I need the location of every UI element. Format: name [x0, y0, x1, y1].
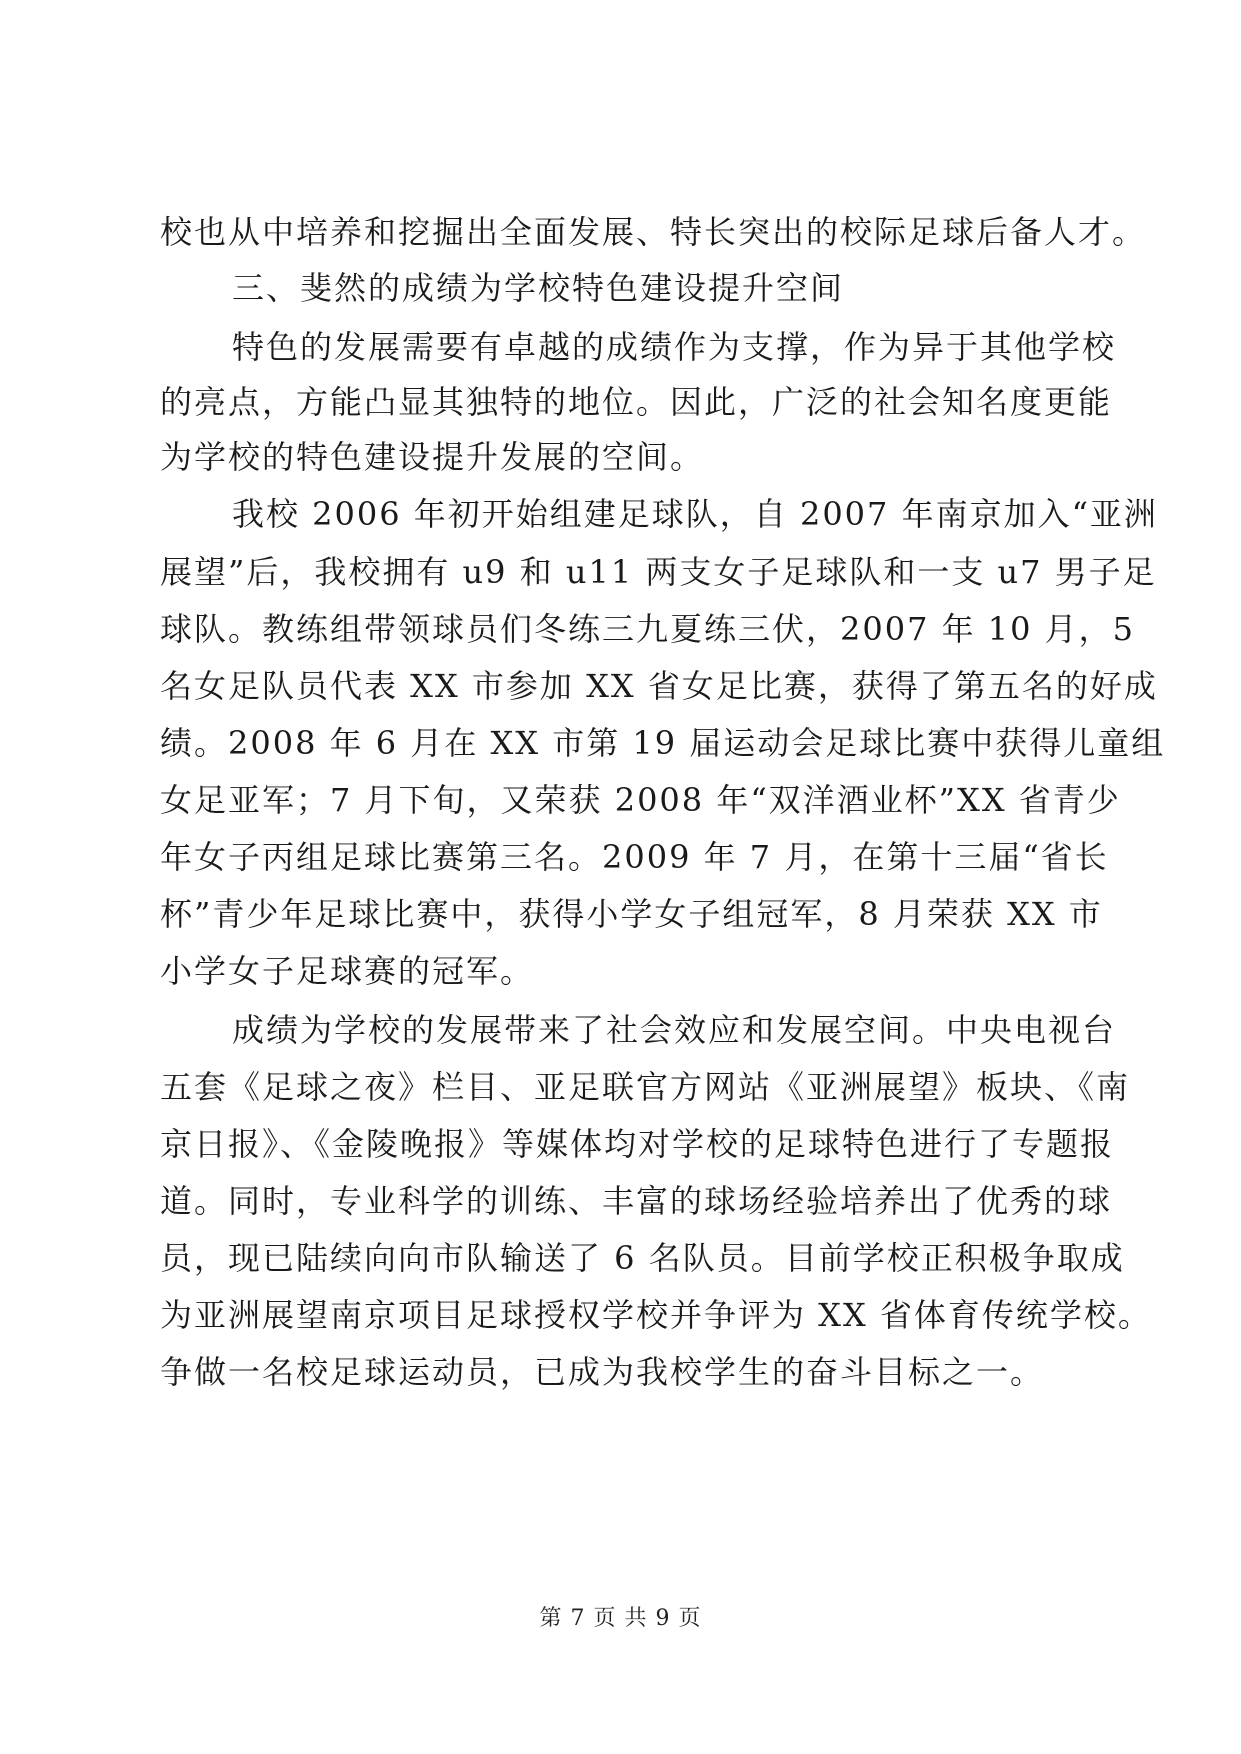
text-line: 我校 2006 年初开始组建足球队，自 2007 年南京加入“亚洲 [232, 495, 1158, 533]
text-line: 名女足队员代表 XX 市参加 XX 省女足比赛，获得了第五名的好成 [160, 667, 1158, 705]
text-line: 校也从中培养和挖掘出全面发展、特长突出的校际足球后备人才。 [160, 213, 1147, 251]
text-line: 五套《足球之夜》栏目、亚足联官方网站《亚洲展望》板块、《南 [160, 1068, 1131, 1106]
text-line: 杯”青少年足球比赛中，获得小学女子组冠军，8 月荣获 XX 市 [160, 895, 1103, 933]
text-line: 为学校的特色建设提升发展的空间。 [160, 438, 705, 476]
text-line: 为亚洲展望南京项目足球授权学校并争评为 XX 省体育传统学校。 [160, 1296, 1152, 1334]
text-line: 京日报》、《金陵晚报》等媒体均对学校的足球特色进行了专题报 [160, 1125, 1115, 1163]
text-line: 绩。2008 年 6 月在 XX 市第 19 届运动会足球比赛中获得儿童组 [160, 724, 1166, 762]
text-line: 小学女子足球赛的冠军。 [160, 952, 535, 990]
text-line: 女足亚军；7 月下旬，又荣获 2008 年“双洋酒业杯”XX 省青少 [160, 781, 1121, 819]
text-line: 展望”后，我校拥有 u9 和 u11 两支女子足球队和一支 u7 男子足 [160, 553, 1157, 591]
section-heading: 三、斐然的成绩为学校特色建设提升空间 [232, 269, 845, 307]
text-line: 员，现已陆续向向市队输送了 6 名队员。目前学校正积极争取成 [160, 1239, 1125, 1277]
text-line: 争做一名校足球运动员，已成为我校学生的奋斗目标之一。 [160, 1353, 1045, 1391]
text-line: 球队。教练组带领球员们冬练三九夏练三伏，2007 年 10 月，5 [160, 610, 1136, 648]
page-number: 第 7 页 共 9 页 [539, 1606, 702, 1631]
text-line: 成绩为学校的发展带来了社会效应和发展空间。中央电视台 [232, 1011, 1117, 1049]
text-line: 的亮点，方能凸显其独特的地位。因此，广泛的社会知名度更能 [160, 383, 1113, 421]
text-line: 道。同时，专业科学的训练、丰富的球场经验培养出了优秀的球 [160, 1182, 1113, 1220]
text-line: 年女子丙组足球比赛第三名。2009 年 7 月，在第十三届“省长 [160, 838, 1109, 876]
text-line: 特色的发展需要有卓越的成绩作为支撑，作为异于其他学校 [232, 328, 1117, 366]
